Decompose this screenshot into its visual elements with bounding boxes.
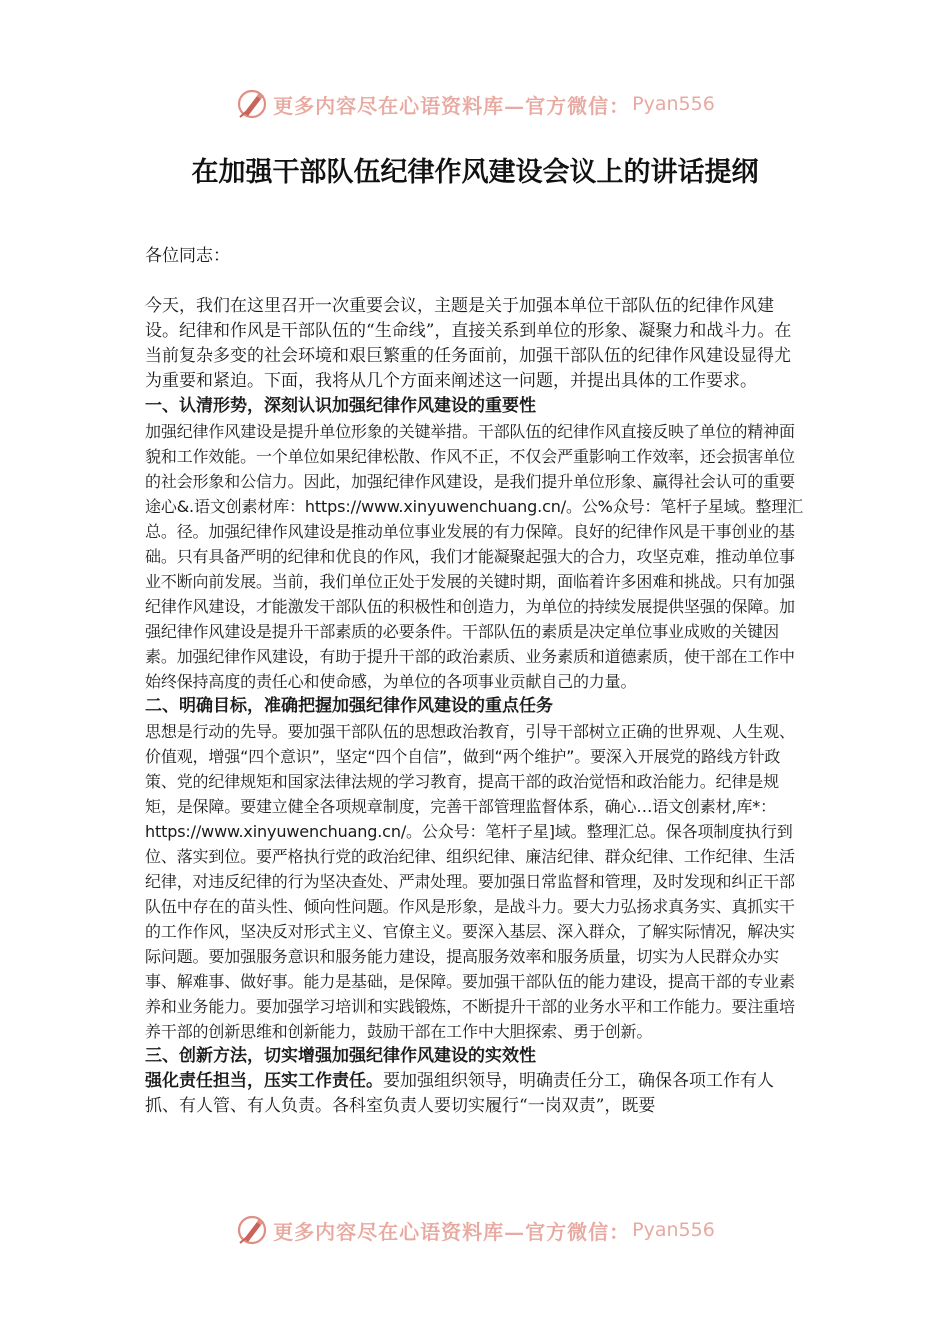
section-3-body: 要加强组织领导，明确责任分工，确保各项工作有人抓、有人管、有人负责。各科室负责人要切实履行“一岗双责”，既要 [145,1071,774,1116]
watermark-wechat-id: Pyan556 [632,1219,715,1241]
fountain-pen-logo-icon [235,87,269,121]
section-3-heading: 三、创新方法，切实增强加强纪律作风建设的实效性 [145,1046,536,1066]
section-1-body: 加强纪律作风建设是提升单位形象的关键举措。干部队伍的纪律作风直接反映了单位的精神面貌和工作效能。一个单位如果纪律松散、作风不正，不仅会严重影响工作效率，还会损害单位的社会形象和公信力。因此，加强纪律作风建设，是我们提升单位形象、赢得社会认可的重要途心&.语文创素材库：https://www.xinyuwenchuang.cn/。公%众号：笔杆子星域。整理汇总。径。加强纪律作风建设是推动单位事业发展的有力保障。良好的纪律作风是干事创业的基础。只有具备严明的纪律和优良的作风，我们才能凝聚起强大的合力，攻坚克难，推动单位事业不断向前发展。当前，我们单位正处于发展的关键时期，面临着许多困难和挑战。只有加强纪律作风建设，才能激发干部队伍的积极性和创造力，为单位的持续发展提供坚强的保障。加强纪律作风建设是提升干部素质的必要条件。干部队伍的素质是决定单位事业成败的关键因素。加强纪律作风建设，有助于提升干部的政治素质、业务素质和道德素质，使干部在工作中始终保持高度的责任心和使命感，为单位的各项事业贡献自己的力量。 [145,422,803,691]
header-watermark [0,84,950,124]
section-3-lead: 强化责任担当，压实工作责任。 [145,1071,383,1091]
section-3-paragraph [145,1069,807,1119]
watermark-text: 更多内容尽在心语资料库—官方微信： [273,1219,631,1244]
fountain-pen-logo-icon [235,1213,269,1247]
footer-watermark [0,1210,950,1250]
section-2-body: 思想是行动的先导。要加强干部队伍的思想政治教育，引导干部树立正确的世界观、人生观、价值观，增强“四个意识”，坚定“四个自信”，做到“两个维护”。要深入开展党的路线方针政策、党的纪律规矩和国家法律法规的学习教育，提高干部的政治觉悟和政治能力。纪律是规矩，是保障。要建立健全各项规章制度，完善干部管理监督体系，确心…语文创素材,库*：https://www.xinyuwenchuang.cn/。公众号：笔杆子星]域。整理汇总。保各项制度执行到位、落实到位。要严格执行党的政治纪律、组织纪律、廉洁纪律、群众纪律、工作纪律、生活纪律，对违反纪律的行为坚决查处、严肃处理。要加强日常监督和管理，及时发现和纠正干部队伍中存在的苗头性、倾向性问题。作风是形象，是战斗力。要大力弘扬求真务实、真抓实干的工作作风，坚决反对形式主义、官僚主义。要深入基层、深入群众，了解实际情况，解决实际问题。要加强服务意识和服务能力建设，提高服务效率和服务质量，切实为人民群众办实事、解难事、做好事。能力是基础，是保障。要加强干部队伍的能力建设，提高干部的专业素养和业务能力。要加强学习培训和实践锻炼，不断提升干部的业务水平和工作能力。要注重培养干部的创新思维和创新能力，鼓励干部在工作中大胆探索、勇于创新。 [145,722,795,1041]
watermark-wechat-id: Pyan556 [632,93,715,115]
greeting: 各位同志： [145,246,230,266]
intro-paragraph: 今天，我们在这里召开一次重要会议，主题是关于加强本单位干部队伍的纪律作风建设。纪律和作风是干部队伍的“生命线”，直接关系到单位的形象、凝聚力和战斗力。在当前复杂多变的社会环境和艰巨繁重的任务面前，加强干部队伍的纪律作风建设显得尤为重要和紧迫。下面，我将从几个方面来阐述这一问题，并提出具体的工作要求。 [145,296,792,391]
document-body [145,244,807,1119]
watermark-text: 更多内容尽在心语资料库—官方微信： [273,93,631,118]
section-1-heading: 一、认清形势，深刻认识加强纪律作风建设的重要性 [145,396,536,416]
section-2-heading: 二、明确目标，准确把握加强纪律作风建设的重点任务 [145,696,553,716]
document-title: 在加强干部队伍纪律作风建设会议上的讲话提纲 [191,157,759,188]
